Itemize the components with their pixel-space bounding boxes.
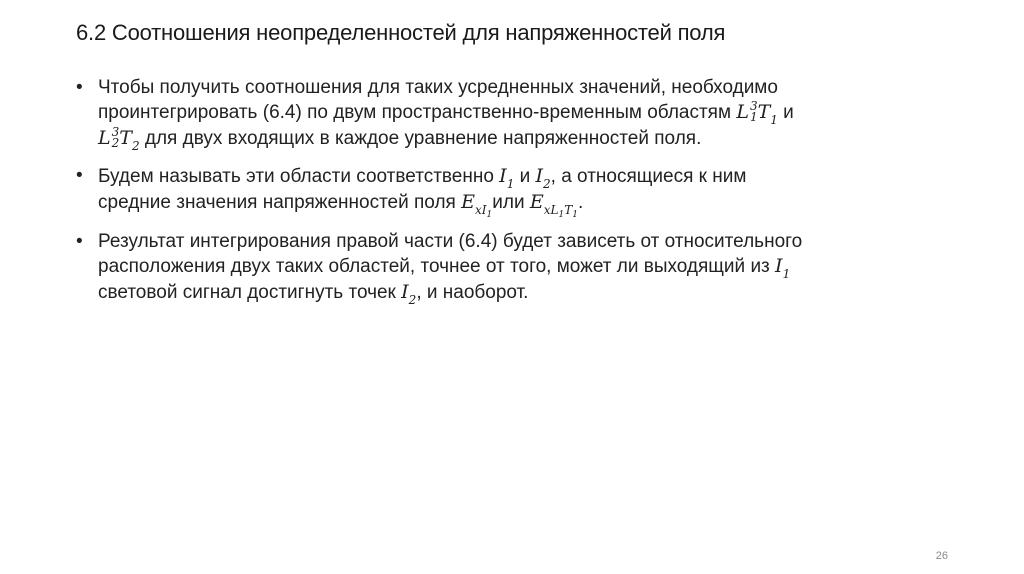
math-L: L	[98, 127, 111, 149]
math-L: L	[736, 101, 749, 123]
bullet-item-3	[76, 230, 956, 306]
math-E: E	[461, 191, 475, 213]
bullet-1-line-1: Чтобы получить соотношения для таких усредненных значений, необходимо	[98, 77, 778, 98]
math-I: I	[481, 203, 487, 217]
math-T: T	[119, 127, 132, 149]
math-sub-xL1T1	[543, 203, 578, 220]
bullet-3-line-3	[98, 280, 956, 306]
bullet-1-line-3	[98, 126, 956, 152]
math-sub-1: 1	[782, 267, 791, 281]
math-sub-2: 2	[408, 293, 417, 307]
bullet-1-line-2	[98, 100, 956, 126]
math-I: I	[535, 165, 544, 187]
bullet-1-line-3-end: для двух входящих в каждое уравнение напряженностей поля.	[139, 128, 702, 149]
bullet-dot: •	[76, 165, 83, 186]
math-L1-3-T1	[736, 99, 778, 127]
math-I: I	[401, 281, 409, 303]
math-sub-2: 2	[111, 136, 120, 150]
math-x: x	[474, 203, 482, 217]
math-subsub-1: 1	[486, 210, 493, 220]
math-L: L	[550, 203, 559, 217]
math-T: T	[564, 203, 573, 217]
page-number: 26	[935, 550, 948, 562]
math-E-xI1	[461, 191, 493, 220]
bullet-2-line-1	[98, 164, 956, 190]
math-sub-1: 1	[506, 177, 515, 191]
math-T: T	[757, 101, 771, 123]
bullet-dot: •	[76, 77, 83, 98]
math-sub-1: 1	[749, 110, 758, 124]
bullet-2-line-1-text: Будем называть эти области соответственно	[98, 166, 500, 187]
bullet-2-line-2	[98, 190, 956, 218]
math-E-xL1T1	[529, 191, 578, 220]
bullet-2-line-2-end: .	[577, 192, 584, 213]
math-I2	[401, 281, 417, 307]
math-I2	[535, 165, 551, 191]
math-L2-3-T2	[98, 125, 140, 153]
bullet-2-or: или	[492, 192, 530, 213]
math-sup-3: 3	[111, 125, 120, 139]
bullet-3-line-2	[98, 254, 956, 280]
math-subsub-1: 1	[558, 210, 565, 220]
bullet-2-line-1-end: , а относящиеся к ним	[550, 166, 747, 187]
bullet-1-line-2-end: и	[777, 102, 794, 123]
math-sup-3: 3	[749, 99, 758, 113]
bullet-item-1	[76, 76, 956, 152]
bullet-list	[76, 76, 956, 318]
slide-title: 6.2 Соотношения неопределенностей для напряженностей поля	[76, 20, 726, 45]
math-x: x	[543, 203, 551, 217]
math-script-stack	[112, 127, 120, 149]
math-sub-xI1	[474, 203, 493, 220]
bullet-3-line-3-end: , и наоборот.	[416, 282, 529, 303]
math-script-stack	[750, 101, 758, 123]
bullet-3-line-1: Результат интегрирования правой части (6.4) будет зависеть от относительного	[98, 231, 803, 252]
math-I: I	[499, 165, 507, 187]
bullet-item-2	[76, 164, 956, 218]
bullet-2-line-2-text: средние значения напряженностей поля	[98, 192, 462, 213]
bullet-3-line-2-text: расположения двух таких областей, точнее от того, может ли выходящий из	[98, 256, 776, 277]
math-I: I	[775, 255, 783, 277]
math-subsub-1: 1	[572, 210, 578, 220]
math-I1	[499, 165, 515, 191]
math-sub-2: 2	[131, 139, 140, 153]
math-sub-2: 2	[543, 177, 551, 191]
math-E: E	[529, 191, 544, 213]
bullet-dot: •	[76, 231, 83, 252]
bullet-2-and: и	[514, 166, 536, 187]
math-I1	[775, 255, 791, 281]
math-sub-1: 1	[770, 113, 778, 127]
bullet-1-line-2-text: проинтегрировать (6.4) по двум пространственно-временным областям	[98, 102, 737, 123]
bullet-3-line-3-text: световой сигнал достигнуть точек	[98, 282, 402, 303]
